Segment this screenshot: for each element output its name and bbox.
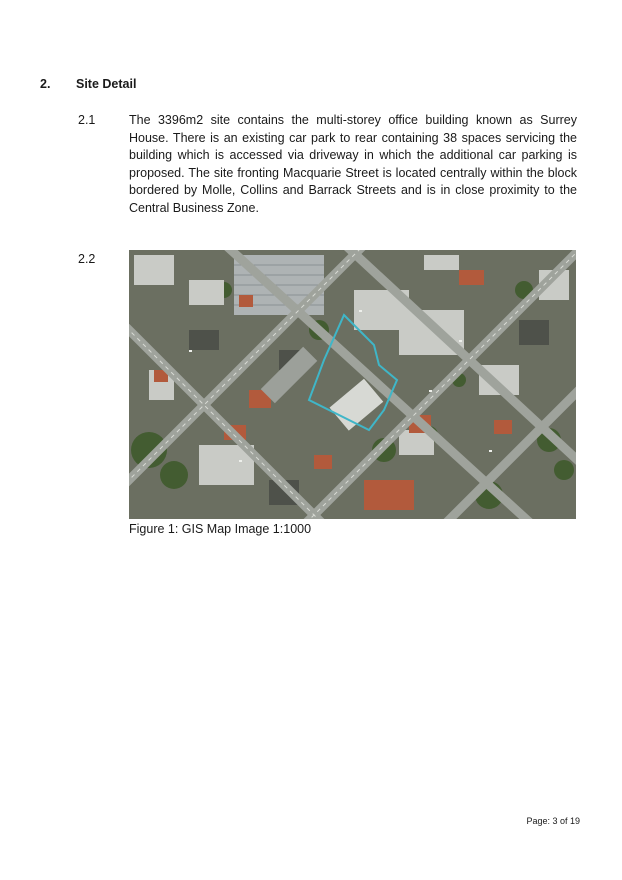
- gis-aerial-map: [129, 250, 576, 519]
- figure-caption: Figure 1: GIS Map Image 1:1000: [129, 522, 312, 536]
- paragraph-number: 2.1: [78, 113, 96, 127]
- paragraph-number: 2.2: [78, 252, 96, 266]
- page-number: Page: 3 of 19: [526, 816, 580, 826]
- paragraph-text: The 3396m2 site contains the multi-storey office building known as Surrey House. There is an existing car park to rear containing 38 spaces servicing the building which is accessed via driveway in which the additional car parking is proposed. The site fronting Macquarie Street is located centrally within the block bordered by Molle, Collins and Barrack Streets and is in close proximity to the Central Business Zone.: [129, 113, 577, 215]
- section-title: Site Detail: [76, 77, 137, 91]
- section-heading: [40, 77, 136, 91]
- section-number: 2.: [40, 77, 51, 91]
